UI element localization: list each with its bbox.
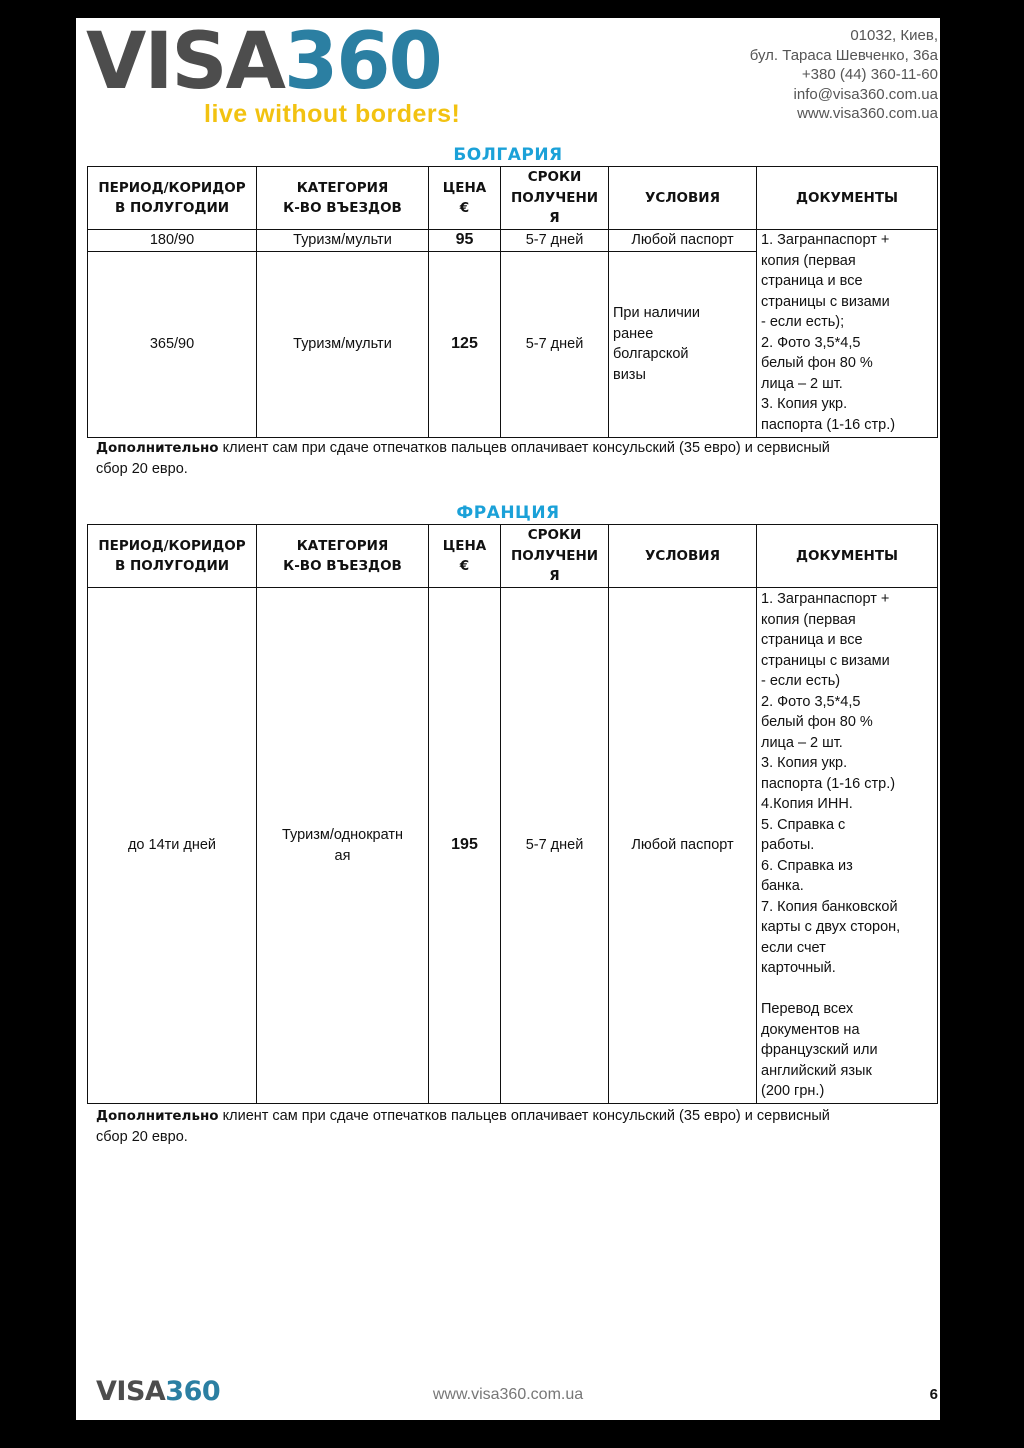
category-cell: Туризм/мульти (257, 230, 429, 252)
france-note (96, 1106, 856, 1148)
terms-cell: 5-7 дней (501, 588, 609, 1104)
address-phone[interactable]: +380 (44) 360-11-60 (801, 66, 938, 83)
column-header-conditions: УСЛОВИЯ (609, 525, 757, 588)
address-website[interactable]: www.visa360.com.ua (797, 105, 938, 122)
column-header-terms: СРОКИ ПОЛУЧЕНИ Я (501, 525, 609, 588)
price-cell: 95 (429, 230, 501, 252)
price-cell: 195 (429, 588, 501, 1104)
terms-cell: 5-7 дней (501, 230, 609, 252)
table-row (88, 230, 938, 252)
logo-slogan: live without borders! (204, 100, 461, 128)
address-email[interactable]: info@visa360.com.ua (793, 85, 938, 103)
category-cell: Туризм/мульти (257, 251, 429, 437)
period-cell: до 14ти дней (88, 588, 257, 1104)
column-header-period: ПЕРИОД/КОРИДОР В ПОЛУГОДИИ (88, 525, 257, 588)
bulgaria-title: БОЛГАРИЯ (453, 145, 563, 165)
conditions-cell: Любой паспорт (609, 588, 757, 1104)
column-header-terms: СРОКИ ПОЛУЧЕНИ Я (501, 167, 609, 230)
table-header-row (88, 525, 938, 588)
company-address (750, 26, 938, 124)
period-cell: 180/90 (88, 230, 257, 252)
france-table (87, 524, 938, 1104)
documents-cell: 1. Загранпаспорт + копия (первая страница и все страницы с визами - если есть); 2. Фото 3,5*4,5 белый фон 80 % лица – 2 шт. 3. Копия укр. паспорта (1-16 стр.) (757, 230, 938, 438)
column-header-price: ЦЕНА € (429, 525, 501, 588)
logo-word-360: 360 (283, 17, 441, 107)
terms-cell: 5-7 дней (501, 251, 609, 437)
document-page (76, 18, 940, 1420)
column-header-documents: ДОКУМЕНТЫ (757, 525, 938, 588)
bulgaria-note (96, 438, 856, 480)
conditions-cell: При наличии ранее болгарской визы (609, 251, 757, 437)
category-cell: Туризм/однократн ая (257, 588, 429, 1104)
column-header-category: КАТЕГОРИЯ К-ВО ВЪЕЗДОВ (257, 525, 429, 588)
column-header-conditions: УСЛОВИЯ (609, 167, 757, 230)
logo-word-visa: VISA (86, 17, 284, 107)
page-number: 6 (929, 1386, 938, 1403)
documents-cell: 1. Загранпаспорт + копия (первая страница и все страницы с визами - если есть) 2. Фото 3,5*4,5 белый фон 80 % лица – 2 шт. 3. Копия укр. паспорта (1-16 стр.) 4.Копия ИНН. 5. Справка с работы. 6. Справка из банка. 7. Копия банковской карты с двух сторон, если счет карточный. Перевод всех документов на французский или английский язык (200 грн.) (757, 588, 938, 1104)
address-city: 01032, Киев, (850, 27, 938, 44)
footer-website[interactable]: www.visa360.com.ua (432, 1386, 584, 1403)
footer-logo-360: 360 (165, 1376, 221, 1407)
note-text: клиент сам при сдаче отпечатков пальцев оплачивает консульский (35 евро) и сервисный сбор 20 евро. (96, 440, 830, 477)
table-header-row (88, 167, 938, 230)
column-header-period: ПЕРИОД/КОРИДОР В ПОЛУГОДИИ (88, 167, 257, 230)
note-text: клиент сам при сдаче отпечатков пальцев оплачивает консульский (35 евро) и сервисный сбор 20 евро. (96, 1108, 830, 1145)
note-label: Дополнительно (96, 1108, 219, 1124)
address-street: бул. Тараса Шевченко, 36а (749, 46, 938, 64)
footer-logo-visa: VISA (96, 1376, 166, 1407)
column-header-documents: ДОКУМЕНТЫ (757, 167, 938, 230)
period-cell: 365/90 (88, 251, 257, 437)
france-title: ФРАНЦИЯ (456, 503, 560, 523)
column-header-category: КАТЕГОРИЯ К-ВО ВЪЕЗДОВ (257, 167, 429, 230)
table-row (88, 588, 938, 1104)
note-label: Дополнительно (96, 440, 219, 456)
bulgaria-table (87, 166, 938, 438)
conditions-cell: Любой паспорт (609, 230, 757, 252)
column-header-price: ЦЕНА € (429, 167, 501, 230)
price-cell: 125 (429, 251, 501, 437)
visa360-logo (86, 17, 466, 132)
